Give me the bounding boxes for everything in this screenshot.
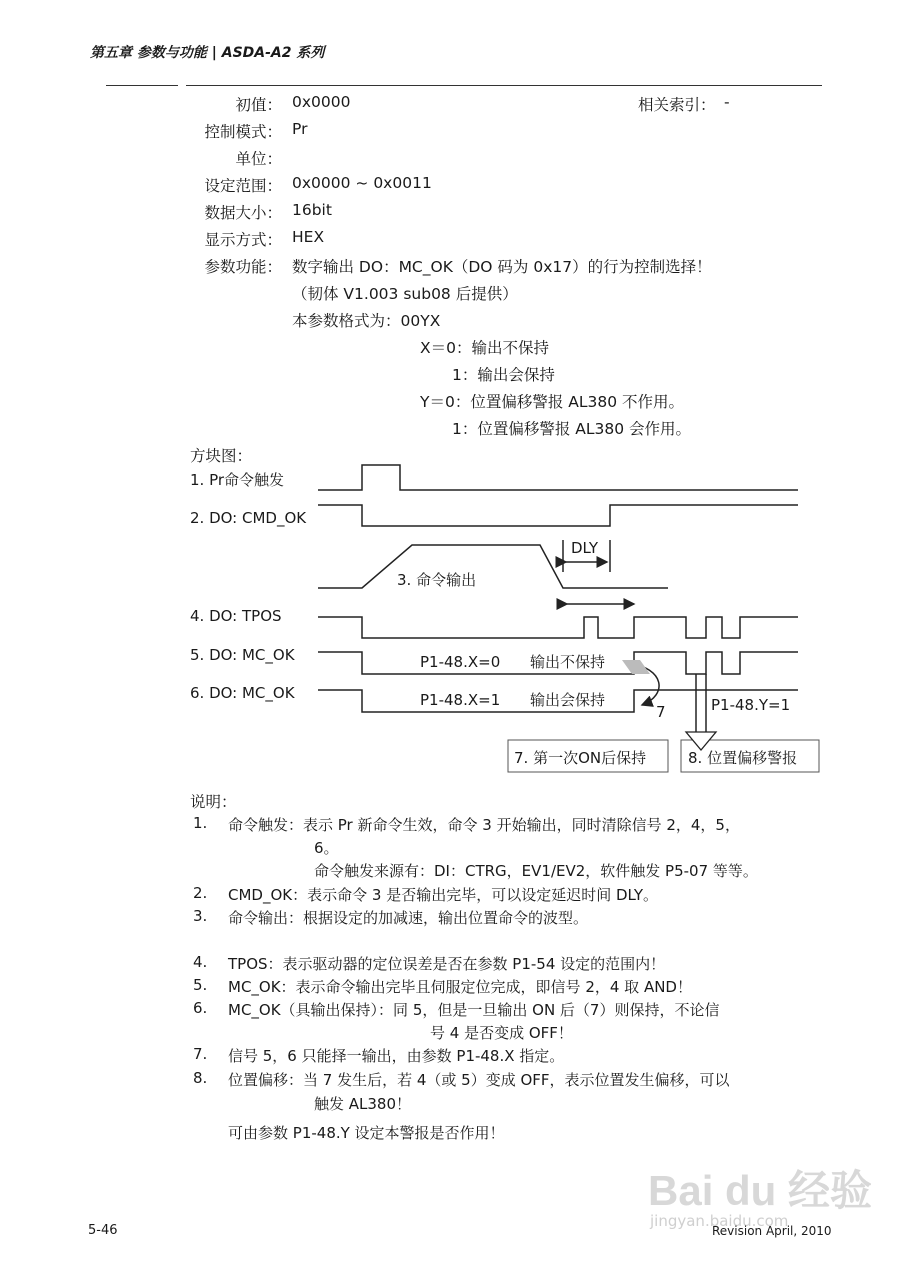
x-option-0: X＝0：输出不保持 (420, 339, 549, 357)
function-label: 参数功能： (204, 258, 282, 276)
signal-1-label: 1. Pr命令触发 (190, 471, 285, 489)
diagram-title: 方块图： (190, 447, 253, 465)
signal-2-label: 2. DO: CMD_OK (190, 509, 307, 527)
x-option-1: 1：输出会保持 (452, 366, 555, 384)
init-label: 初值： (235, 96, 282, 114)
item-7-text: 信号 5，6 只能择一输出，由参数 P1-48.X 指定。 (228, 1047, 565, 1065)
related-value: - (724, 93, 730, 111)
item-6-number: 6. (193, 999, 208, 1017)
signal-5-label: 5. DO: MC_OK (190, 646, 295, 664)
watermark-url: jingyan.baidu.com (650, 1212, 789, 1230)
p1-48-x1-label: P1-48.X=1 (420, 691, 501, 709)
item-2-text: CMD_OK：表示命令 3 是否输出完毕，可以设定延迟时间 DLY。 (228, 886, 659, 904)
item-4-number: 4. (193, 953, 208, 971)
size-label: 数据大小： (204, 204, 282, 222)
item-8-number: 8. (193, 1069, 208, 1087)
header-rule-right (186, 85, 822, 86)
range-label: 设定范围： (204, 177, 282, 195)
signal-2-waveform (318, 505, 798, 526)
item-2-number: 2. (193, 884, 208, 902)
item-1-continuation: 6。 (314, 839, 339, 857)
display-label: 显示方式： (204, 231, 282, 249)
y-option-1: 1：位置偏移警报 AL380 会作用。 (452, 420, 692, 438)
item-3-text: 命令输出：根据设定的加减速，输出位置命令的波型。 (228, 909, 589, 927)
item-3-number: 3. (193, 907, 208, 925)
dly-label: DLY (571, 539, 599, 557)
revision-note: Revision April, 2010 (712, 1224, 832, 1238)
timing-diagram (0, 455, 906, 785)
range-value: 0x0000 ~ 0x0011 (292, 174, 432, 192)
explain-title: 说明： (190, 793, 237, 811)
related-label: 相关索引： (638, 96, 716, 114)
mode-value: Pr (292, 120, 308, 138)
signal-4-waveform (318, 617, 798, 638)
function-line-2: （韧体 V1.003 sub08 后提供） (292, 285, 518, 303)
item-1-extra: 命令触发来源有：DI：CTRG，EV1/EV2，软件触发 P5-07 等等。 (314, 862, 758, 880)
header-rule-left (106, 85, 178, 86)
deviation-arrow-head (686, 732, 716, 750)
unit-label: 单位： (235, 150, 282, 168)
item-1-text: 命令触发：表示 Pr 新命令生效，命令 3 开始输出，同时清除信号 2，4，5， (228, 816, 740, 834)
item-8-text: 位置偏移：当 7 发生后，若 4（或 5）变成 OFF，表示位置发生偏移，可以 (228, 1071, 730, 1089)
x0-note: 输出不保持 (530, 653, 606, 671)
p1-48-x0-label: P1-48.X=0 (420, 653, 501, 671)
watermark-logo: Bai du 经验 (648, 1167, 873, 1214)
y-option-0: Y＝0：位置偏移警报 AL380 不作用。 (420, 393, 685, 411)
signal-6-label: 6. DO: MC_OK (190, 684, 295, 702)
item-6-text: MC_OK（具输出保持）：同 5，但是一旦输出 ON 后（7）则保持，不论信 (228, 1001, 720, 1019)
signal-3-waveform (318, 545, 668, 588)
item-4-text: TPOS：表示驱动器的定位误差是否在参数 P1-54 设定的范围内！ (228, 955, 666, 973)
init-value: 0x0000 (292, 93, 351, 111)
box-8-label: 8. 位置偏移警报 (688, 749, 798, 767)
size-value: 16bit (292, 201, 332, 219)
p1-48-y-label: P1-48.Y=1 (711, 696, 791, 714)
display-value: HEX (292, 228, 325, 246)
item-6-continuation: 号 4 是否变成 OFF！ (430, 1024, 573, 1042)
hold-number: 7 (656, 703, 666, 721)
page-number: 5-46 (88, 1223, 118, 1238)
chapter-header: 第五章 参数与功能 | ASDA-A2 系列 (90, 45, 325, 61)
box-7-label: 7. 第一次ON后保持 (514, 749, 647, 767)
item-1-number: 1. (193, 814, 208, 832)
function-line-1: 数字输出 DO：MC_OK（DO 码为 0x17）的行为控制选择！ (292, 258, 712, 276)
item-5-text: MC_OK：表示命令输出完毕且伺服定位完成，即信号 2，4 取 AND！ (228, 978, 692, 996)
signal-5-hatch (622, 660, 650, 674)
signal-1-waveform (318, 465, 798, 490)
item-5-number: 5. (193, 976, 208, 994)
function-line-3: 本参数格式为：00YX (292, 312, 441, 330)
signal-4-label: 4. DO: TPOS (190, 607, 282, 625)
signal-3-label: 3. 命令输出 (397, 571, 477, 589)
item-7-number: 7. (193, 1045, 208, 1063)
x1-note: 输出会保持 (530, 691, 606, 709)
closing-note: 可由参数 P1-48.Y 设定本警报是否作用！ (228, 1124, 505, 1142)
mode-label: 控制模式： (204, 123, 282, 141)
item-8-continuation: 触发 AL380！ (314, 1095, 412, 1113)
